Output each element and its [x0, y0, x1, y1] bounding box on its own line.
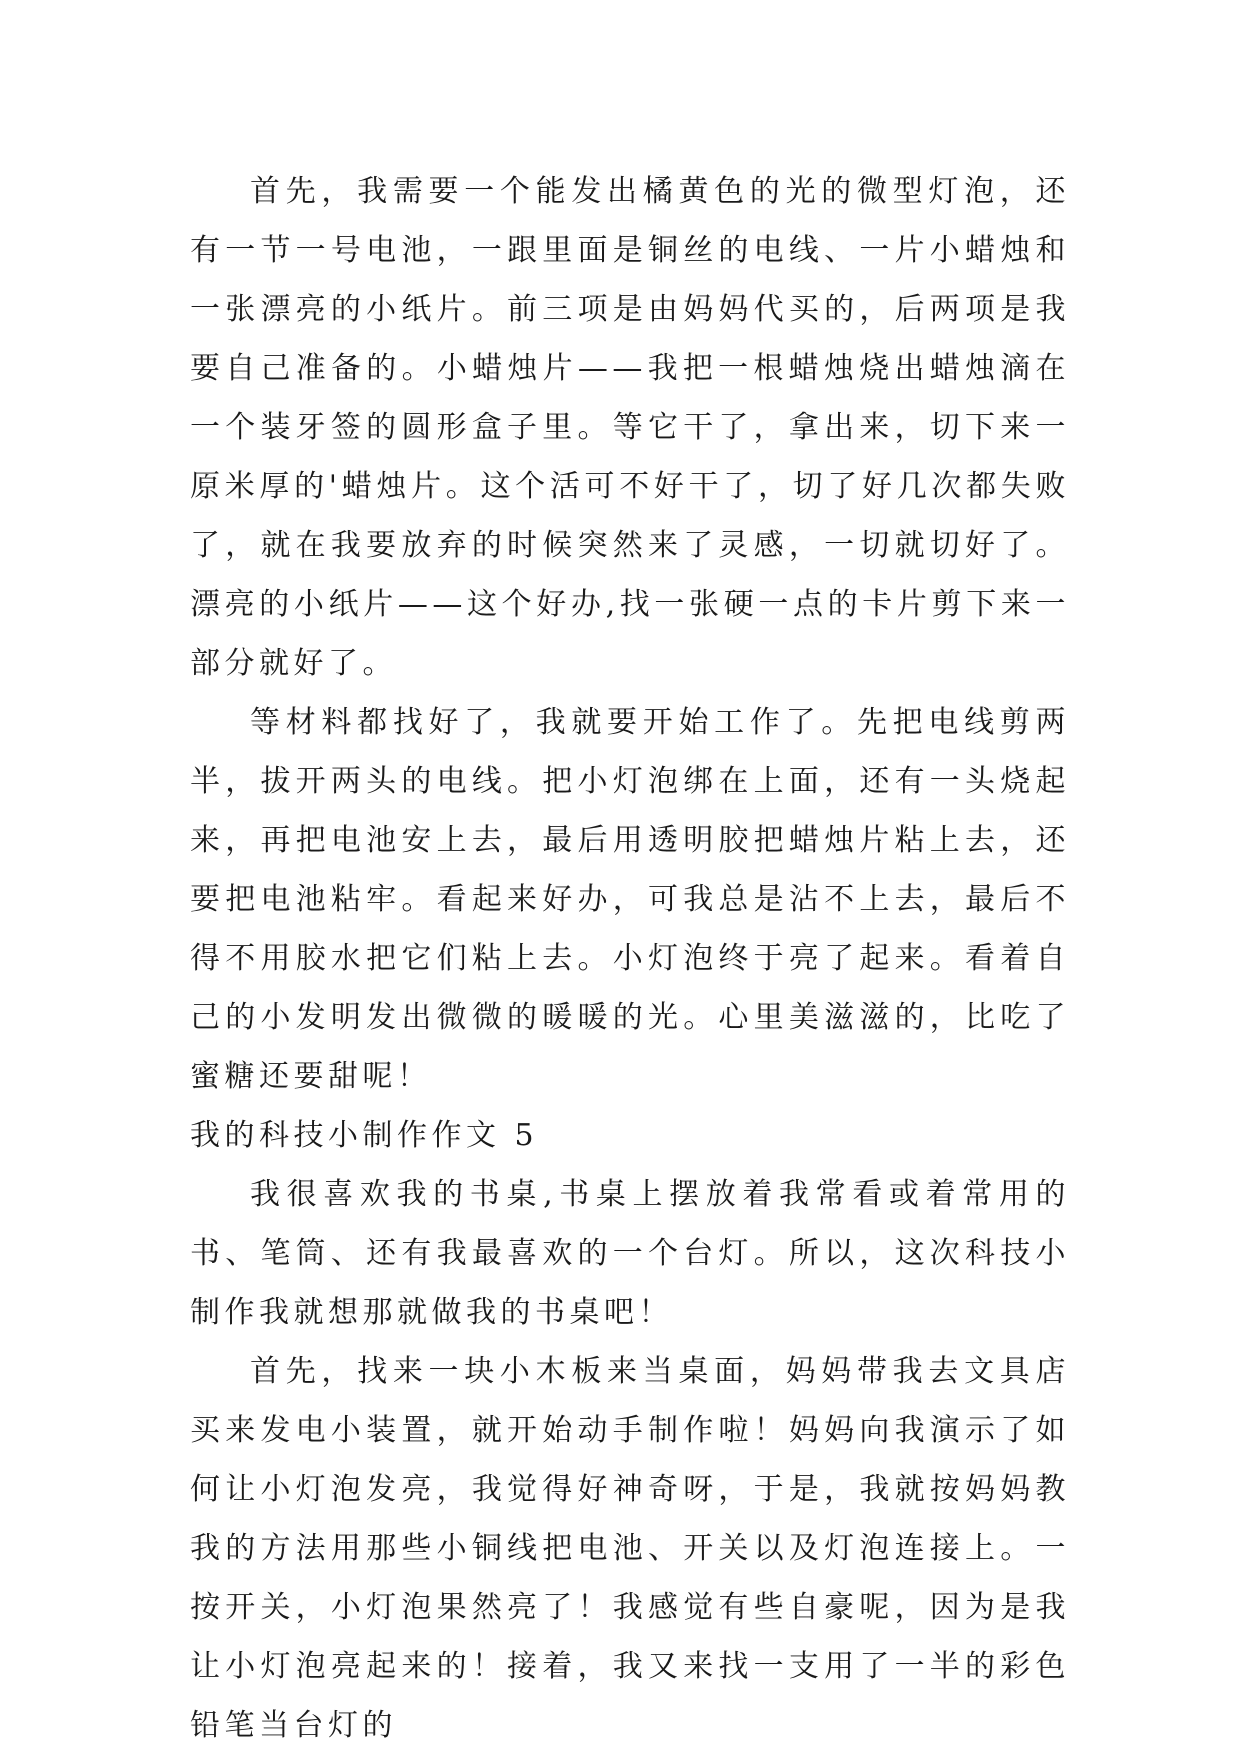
paragraph-assembly: 等材料都找好了，我就要开始工作了。先把电线剪两半，拔开两头的电线。把小灯泡绑在上面，还有一头烧起来，再把电池安上去，最后用透明胶把蜡烛片粘上去，还要把电池粘牢。看起来好办，可我总是沾不上去，最后不得不用胶水把它们粘上去。小灯泡终于亮了起来。看着自己的小发明发出微微的暖暖的光。心里美滋滋的，比吃了蜜糖还要甜呢！ — [190, 705, 1070, 1094]
paragraph-materials: 首先，我需要一个能发出橘黄色的光的微型灯泡，还有一节一号电池，一跟里面是铜丝的电线、一片小蜡烛和一张漂亮的小纸片。前三项是由妈妈代买的，后两项是我要自己准备的。小蜡烛片——我把一根蜡烛烧出蜡烛滴在一个装牙签的圆形盒子里。等它干了，拿出来，切下来一原米厚的'蜡烛片。这个活可不好干了，切了好几次都失败了，就在我要放弃的时候突然来了灵感，一切就切好了。漂亮的小纸片——这个好办,找一张硬一点的卡片剪下来一部分就好了。 — [190, 174, 1070, 681]
paragraph-desk-intro: 我很喜欢我的书桌,书桌上摆放着我常看或着常用的书、笔筒、还有我最喜欢的一个台灯。所以，这次科技小制作我就想那就做我的书桌吧！ — [190, 1177, 1070, 1330]
section-title: 我的科技小制作作文 5 — [190, 1118, 539, 1153]
paragraph-desk-build: 首先，找来一块小木板来当桌面，妈妈带我去文具店买来发电小装置，就开始动手制作啦！妈妈向我演示了如何让小灯泡发亮，我觉得好神奇呀，于是，我就按妈妈教我的方法用那些小铜线把电池、开关以及灯泡连接上。一按开关，小灯泡果然亮了！我感觉有些自豪呢，因为是我让小灯泡亮起来的！接着，我又来找一支用了一半的彩色铅笔当台灯的 — [190, 1354, 1070, 1743]
document-body — [190, 162, 1070, 1755]
